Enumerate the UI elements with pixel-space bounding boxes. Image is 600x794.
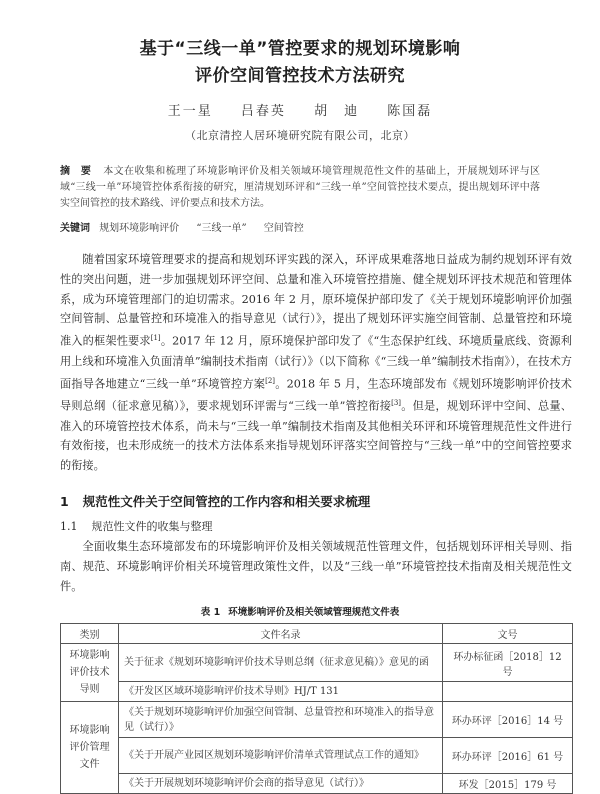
subsection-heading [60, 518, 213, 534]
doc-number-cell: 环发［2015］179 号 [443, 774, 573, 794]
intro-text-2: 。2017 年 12 月，原环境保护部印发了《“生态保护红线、环境质量底线、资源利用上线和环境准入负面清单”编制技术指南（试行）》（以下简称《“三线一单”编制技术指南》），在技术方面指导各地建立“三线一单”环境管控方案 [60, 334, 572, 391]
author-name: 吕春英 [240, 104, 286, 119]
author-name: 陈国磊 [387, 104, 433, 119]
document-cell: 关于征求《规划环境影响评价技术导则总纲（征求意见稿）》意见的函 [119, 644, 443, 682]
author-name: 王一星 [167, 104, 213, 119]
paper-title-line-2: 评价空间管控技术方法研究 [195, 66, 405, 86]
table-row [61, 774, 573, 794]
category-cell: 环境影响评价技术导则 [61, 644, 119, 702]
keyword: “三线一单” [196, 223, 247, 234]
doc-number-cell: 环办环评［2016］14 号 [443, 702, 573, 738]
abstract-text: 本文在收集和梳理了环境影响评价及相关领域环境管理规范性文件的基础上，开展规划环评与区域“三线一单”环境管控体系衔接的研究，厘清规划环评和“三线一单”空间管控技术要点，提出规划环评中落实空间管控的技术路线、评价要点和技术方法。 [60, 166, 541, 209]
keywords [60, 219, 540, 234]
regulation-table [60, 623, 573, 794]
keyword: 空间管控 [263, 223, 304, 234]
author-list [0, 100, 600, 119]
table-row [61, 738, 573, 774]
affiliation: （北京清控人居环境研究院有限公司，北京） [185, 129, 415, 142]
keywords-label: 关键词 [60, 223, 90, 234]
subsection-number: 1.1 [60, 520, 78, 533]
section-paragraph: 全面收集生态环境部发布的环境影响评价及相关领域规范性管理文件，包括规划环评相关导则、指南、规范、环境影响评价相关环境管理政策性文件，以及“三线一单”环境管控技术指南及相关规范性文件。 [60, 540, 572, 593]
doc-number-cell: 环办环评［2016］61 号 [443, 738, 573, 774]
abstract [60, 164, 540, 212]
document-cell: 《开发区区域环境影响评价技术导则》HJ/T 131 [119, 682, 443, 702]
author-name: 胡 迪 [314, 104, 360, 119]
table-header-cell: 类别 [61, 624, 119, 644]
document-cell: 《关于开展产业园区规划环境影响评价清单式管理试点工作的通知》 [119, 738, 443, 774]
intro-text-4: 。但是，规划环评中空间、总量、准入的环境管控技术体系，尚未与“三线一单”编制技术指南及其他相关环评和环境管理规范性文件进行有效衔接，也未形成统一的技术方法体系来指导规划环评落实空间管控与“三线一单”中的空间管控要求的衔接。 [60, 399, 572, 473]
document-cell: 《关于规划环境影响评价加强空间管制、总量管控和环境准入的指导意见（试行）》 [119, 702, 443, 738]
citation-ref: [2] [265, 376, 276, 385]
table-row [61, 702, 573, 738]
subsection-title: 规范性文件的收集与整理 [91, 520, 213, 533]
table-header-row [61, 624, 573, 644]
table-caption-number: 表 1 [200, 607, 221, 618]
intro-text-3: 。2018 年 5 月，生态环境部发布《规划环境影响评价技术导则总纲（征求意见稿）》，要求规划环评需与“三线一单”管控衔接 [60, 377, 572, 413]
paper-title-line-1: 基于“三线一单”管控要求的规划环境影响 [139, 39, 461, 59]
citation-ref: [1] [150, 334, 161, 343]
table-caption [0, 604, 600, 618]
category-cell: 环境影响评价管理文件 [61, 702, 119, 794]
intro-text-1: 随着国家环境管理要求的提高和规划环评实践的深入，环评成果难落地日益成为制约规划环评有效性的突出问题，进一步加强规划环评空间、总量和准入环境管控措施、健全规划环评技术规范和管理体系，成为环境管理部门的迫切需求。2016 年 2 月，原环境保护部印发了《关于规划环境影响评价加强空间管制、总量管控和环境准入的指导意见（试行）》，提出了规划环评实施空间管制、总量管控和环境准入的框架性要求 [60, 253, 572, 348]
doc-number-cell [443, 682, 573, 702]
section-title: 规范性文件关于空间管控的工作内容和相关要求梳理 [82, 494, 371, 509]
intro-paragraph [60, 250, 572, 476]
section-heading [60, 492, 370, 510]
table-header-cell: 文号 [443, 624, 573, 644]
table-header-cell: 文件名录 [119, 624, 443, 644]
table-row [61, 644, 573, 682]
doc-number-cell: 环办标征函［2018］12 号 [443, 644, 573, 682]
abstract-label: 摘 要 [60, 166, 92, 177]
citation-ref: [3] [391, 399, 402, 408]
table-row [61, 682, 573, 702]
table-caption-text: 环境影响评价及相关领域管理规范文件表 [228, 607, 400, 618]
document-cell: 《关于开展规划环境影响评价会商的指导意见（试行）》 [119, 774, 443, 794]
keyword: 规划环境影响评价 [99, 223, 180, 234]
section-number: 1 [60, 494, 69, 509]
